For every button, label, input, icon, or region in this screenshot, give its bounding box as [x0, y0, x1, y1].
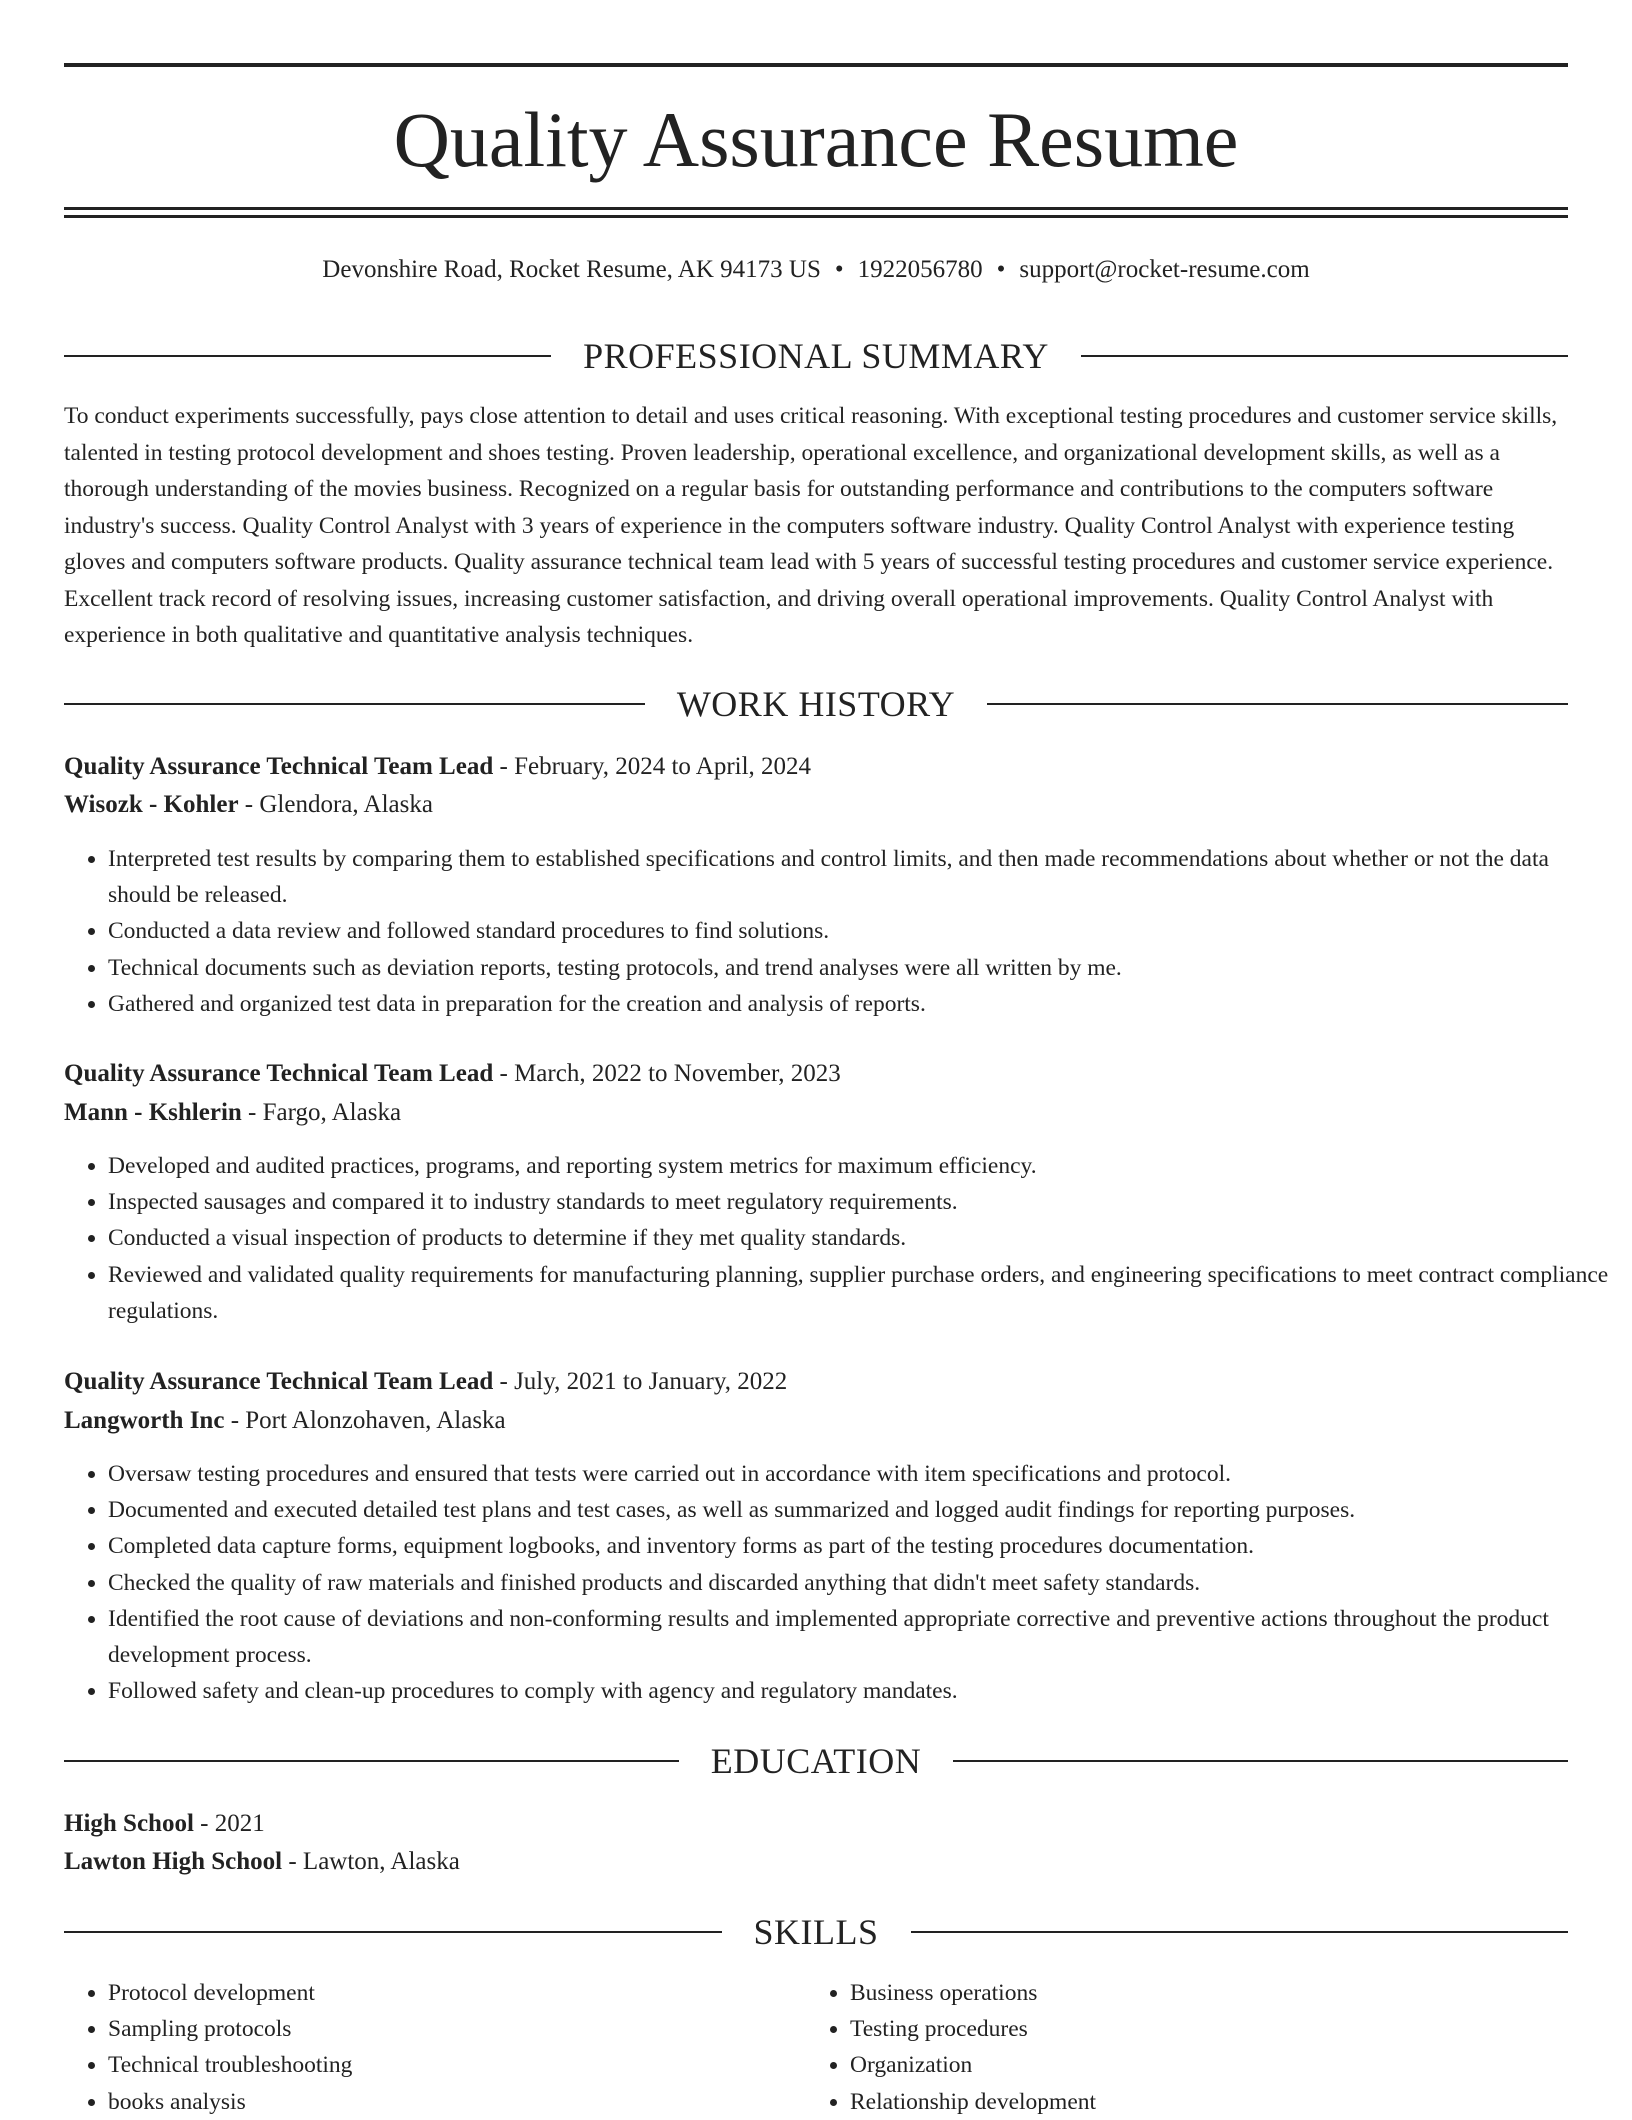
list-item: • Identified the root cause of deviations and non-conforming results and implemented appropriate corrective and preventive actions throughout the product development process.: [108, 1601, 1612, 1673]
list-item: • Oversaw testing procedures and ensured that tests were carried out in accordance with item specifications and protocol.: [108, 1456, 1612, 1492]
list-item: • Conducted a visual inspection of products to determine if they met quality standards.: [108, 1220, 1612, 1256]
list-item: • Conducted a data review and followed standard procedures to find solutions.: [108, 913, 1612, 949]
education-degree-line: [64, 1805, 1568, 1843]
section-rule-right: [953, 1760, 1568, 1762]
section-rule-right: [1081, 355, 1568, 357]
section-title-education: EDUCATION: [710, 1741, 922, 1781]
job-company: Langworth Inc: [64, 1407, 225, 1434]
education-school: Lawton High School: [64, 1848, 283, 1875]
job-company: Mann - Kshlerin: [64, 1099, 242, 1126]
section-title-summary: PROFESSIONAL SUMMARY: [583, 336, 1049, 376]
section-rule-left: [64, 703, 645, 705]
job-title: Quality Assurance Technical Team Lead: [64, 1368, 494, 1395]
section-header-education: [64, 1736, 1568, 1786]
education-location: - Lawton, Alaska: [282, 1848, 460, 1875]
list-item: • Interpreted test results by comparing them to established specifications and control limits, and then made recommendations about whether or not the data should be released.: [108, 841, 1612, 913]
section-rule-left: [64, 1931, 722, 1933]
skills-list-left: [64, 1975, 798, 2120]
job-3-title-line: [64, 1363, 1568, 1401]
job-location: - Fargo, Alaska: [241, 1099, 402, 1126]
skills-list-right: [806, 1975, 1540, 2120]
section-header-work: [64, 679, 1568, 729]
skill-item: • Protocol development: [108, 1975, 798, 2011]
list-item: • Gathered and organized test data in preparation for the creation and analysis of reports.: [108, 986, 1612, 1022]
section-rule-left: [64, 1760, 679, 1762]
section-header-summary: [64, 331, 1568, 381]
skill-item: • Testing procedures: [850, 2011, 1540, 2047]
job-2-title-line: [64, 1055, 1568, 1093]
job-2-company-line: [64, 1094, 1568, 1132]
list-item: • Technical documents such as deviation reports, testing protocols, and trend analyses were all written by me.: [108, 950, 1612, 986]
skill-item: • Sampling protocols: [108, 2011, 798, 2047]
skill-item: • Relationship development: [850, 2084, 1540, 2120]
list-item: • Completed data capture forms, equipment logbooks, and inventory forms as part of the testing procedures documentation.: [108, 1528, 1612, 1564]
title-rule-lower: [64, 215, 1568, 218]
contact-separator: •: [996, 256, 1006, 283]
list-item: • Reviewed and validated quality requirements for manufacturing planning, supplier purchase orders, and engineering specifications to meet contract compliance regulations.: [108, 1257, 1612, 1329]
skill-item: • Technical troubleshooting: [108, 2047, 798, 2083]
education-degree: High School: [64, 1810, 194, 1837]
job-title: Quality Assurance Technical Team Lead: [64, 1060, 494, 1087]
education-school-line: [64, 1843, 1568, 1881]
list-item: • Checked the quality of raw materials and finished products and discarded anything that didn't meet safety standards.: [108, 1565, 1612, 1601]
section-header-skills: [64, 1907, 1568, 1957]
contact-line: [64, 252, 1568, 288]
top-rule: [64, 63, 1568, 67]
job-1-bullets: [64, 841, 1612, 1022]
job-3-bullets: [64, 1456, 1612, 1709]
job-2-bullets: [64, 1148, 1612, 1329]
section-rule-right: [911, 1931, 1569, 1933]
list-item: • Developed and audited practices, programs, and reporting system metrics for maximum efficiency.: [108, 1148, 1612, 1184]
job-location: - Glendora, Alaska: [238, 791, 433, 818]
job-company: Wisozk - Kohler: [64, 791, 239, 818]
job-dates: - July, 2021 to January, 2022: [493, 1368, 788, 1395]
contact-address: Devonshire Road, Rocket Resume, AK 94173 US: [322, 256, 821, 283]
contact-separator: •: [834, 256, 844, 283]
skill-item: • Business operations: [850, 1975, 1540, 2011]
contact-email: support@rocket-resume.com: [1019, 256, 1310, 283]
skill-item: • books analysis: [108, 2084, 798, 2120]
list-item: • Followed safety and clean-up procedures to comply with agency and regulatory mandates.: [108, 1673, 1612, 1709]
job-1-company-line: [64, 786, 1568, 824]
section-rule-right: [987, 703, 1568, 705]
job-1-title-line: [64, 748, 1568, 786]
section-title-work: WORK HISTORY: [676, 684, 956, 724]
list-item: • Inspected sausages and compared it to industry standards to meet regulatory requirements.: [108, 1184, 1612, 1220]
job-3-company-line: [64, 1402, 1568, 1440]
section-rule-left: [64, 355, 551, 357]
skill-item: • Organization: [850, 2047, 1540, 2083]
education-year: - 2021: [193, 1810, 265, 1837]
job-dates: - February, 2024 to April, 2024: [493, 753, 812, 780]
section-title-skills: SKILLS: [753, 1912, 879, 1952]
title-rule-upper: [64, 207, 1568, 210]
job-title: Quality Assurance Technical Team Lead: [64, 753, 494, 780]
list-item: • Documented and executed detailed test plans and test cases, as well as summarized and logged audit findings for reporting purposes.: [108, 1492, 1612, 1528]
job-dates: - March, 2022 to November, 2023: [493, 1060, 841, 1087]
contact-phone: 1922056780: [857, 256, 983, 283]
page-title: Quality Assurance Resume: [393, 96, 1239, 183]
summary-text: To conduct experiments successfully, pays close attention to detail and uses critical reasoning. With exceptional testing procedures and customer service skills, talented in testing protocol development and shoes testing. Proven leadership, operational excellence, and organizational development skills, as well as a thorough understanding of the movies business. Recognized on a regular basis for outstanding performance and contributions to the computers software industry's success. Quality Control Analyst with 3 years of experience in the computers software industry. Quality Control Analyst with experience testing gloves and computers software products. Quality assurance technical team lead with 5 years of successful testing procedures and customer service experience. Excellent track record of resolving issues, increasing customer satisfaction, and driving overall operational improvements. Quality Control Analyst with experience in both qualitative and quantitative analysis techniques.: [64, 403, 1558, 648]
job-location: - Port Alonzohaven, Alaska: [224, 1407, 506, 1434]
